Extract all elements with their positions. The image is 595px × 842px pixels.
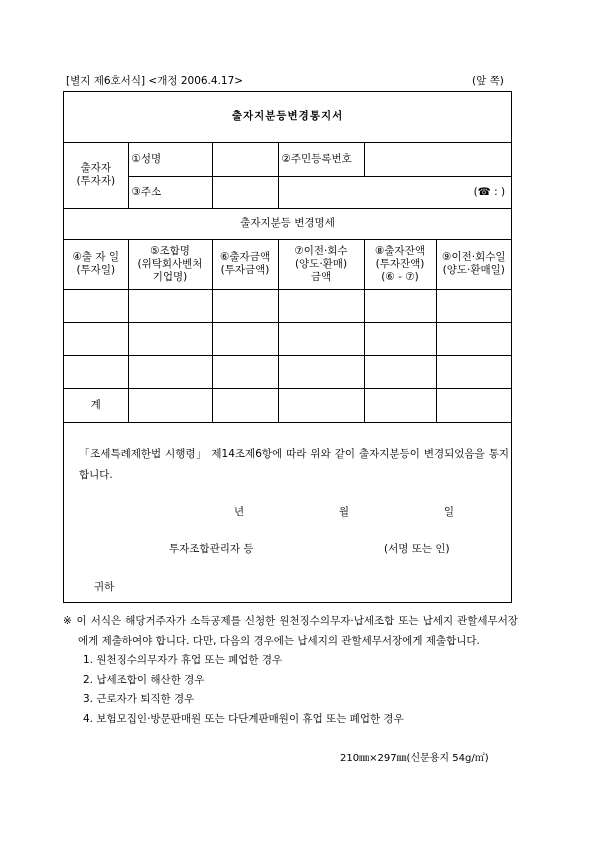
col-transfer-amount: ⑦이전·회수 (양도·환매) 금액	[278, 239, 364, 289]
note-main-text: ※ 이 서식은 해당거주자가 소득공제를 신청한 원천징수의무자·납세조합 또는 납세지 관할세무서장에게 제출하여야 합니다. 다만, 다음의 경우에는 납세지의 관할세무서장에게 제출합니다.	[63, 615, 518, 647]
name-label: ①성명	[128, 142, 212, 176]
instructions-note	[63, 612, 518, 729]
phone-field[interactable]: (☎ : )	[278, 176, 511, 208]
date-line	[234, 504, 454, 519]
cell-investment-date[interactable]	[64, 355, 128, 388]
cell-balance[interactable]	[364, 322, 436, 355]
cell-transfer-amount[interactable]	[278, 289, 364, 322]
paper-size-note: 210㎜×297㎜(신문용지 54g/㎡)	[340, 753, 489, 764]
address-label: ③주소	[128, 176, 212, 208]
cell-investment-amount[interactable]	[212, 355, 278, 388]
details-header-row	[64, 239, 511, 289]
col-investment-amount: ⑥출자금액 (투자금액)	[212, 239, 278, 289]
cell-transfer-date[interactable]	[436, 322, 511, 355]
manager-label: 투자조합관리자 등	[169, 543, 254, 555]
col-investment-date: ④출 자 일 (투자일)	[64, 239, 128, 289]
details-row	[64, 289, 511, 322]
rrn-label: ②주민등록번호	[278, 142, 364, 176]
cell-association-name[interactable]	[128, 355, 212, 388]
recipient-label: 귀하	[94, 581, 115, 593]
year-label[interactable]: 년	[234, 506, 245, 518]
statement-text: 「조세특례제한법 시행령」 제14조제6항에 따라 위와 같이 출자지분등이 변경되었음을 통지합니다.	[79, 448, 509, 481]
form-table	[64, 92, 511, 423]
address-field[interactable]	[212, 176, 278, 208]
col-association-name: ⑤조합명 (위탁회사벤처 기업명)	[128, 239, 212, 289]
cell-investment-amount[interactable]	[212, 322, 278, 355]
total-transfer-amount[interactable]	[278, 388, 364, 422]
note-item: 3. 근로자가 퇴직한 경우	[83, 693, 195, 705]
note-item: 4. 보험모집인·방문판매원 또는 다단계판매원이 휴업 또는 폐업한 경우	[83, 712, 404, 725]
details-section-title: 출자지분등 변경명세	[64, 208, 511, 239]
cell-investment-date[interactable]	[64, 289, 128, 322]
cell-transfer-date[interactable]	[436, 289, 511, 322]
col-balance: ⑧출자잔액 (투자잔액) (⑥ - ⑦)	[364, 239, 436, 289]
col-transfer-date: ⑨이전·회수일 (양도·환매일)	[436, 239, 511, 289]
cell-association-name[interactable]	[128, 322, 212, 355]
name-field[interactable]	[212, 142, 278, 176]
total-association-name[interactable]	[128, 388, 212, 422]
signature-field[interactable]: (서명 또는 인)	[384, 543, 450, 555]
investor-label: 출자자 (투자자)	[64, 142, 128, 208]
month-label[interactable]: 월	[338, 506, 350, 518]
total-row	[64, 388, 511, 422]
cell-investment-amount[interactable]	[212, 289, 278, 322]
cell-investment-date[interactable]	[64, 322, 128, 355]
total-balance[interactable]	[364, 388, 436, 422]
total-label: 계	[64, 388, 128, 422]
form-number: [별지 제6호서식] <개정 2006.4.17>	[66, 75, 244, 87]
cell-transfer-date[interactable]	[436, 355, 511, 388]
cell-transfer-amount[interactable]	[278, 322, 364, 355]
form-title: 출자지분등변경통지서	[64, 92, 511, 142]
cell-association-name[interactable]	[128, 289, 212, 322]
cell-balance[interactable]	[364, 355, 436, 388]
rrn-field[interactable]	[364, 142, 511, 176]
notification-form	[63, 91, 512, 603]
page-side-label: (앞 쪽)	[472, 75, 504, 87]
note-item: 1. 원천징수의무자가 휴업 또는 폐업한 경우	[83, 654, 283, 666]
cell-balance[interactable]	[364, 289, 436, 322]
total-transfer-date[interactable]	[436, 388, 511, 422]
statement-section	[64, 433, 511, 603]
cell-transfer-amount[interactable]	[278, 355, 364, 388]
details-row	[64, 355, 511, 388]
day-label[interactable]: 일	[443, 506, 454, 518]
total-investment-amount[interactable]	[212, 388, 278, 422]
note-item: 2. 납세조합이 해산한 경우	[83, 673, 205, 686]
details-row	[64, 322, 511, 355]
